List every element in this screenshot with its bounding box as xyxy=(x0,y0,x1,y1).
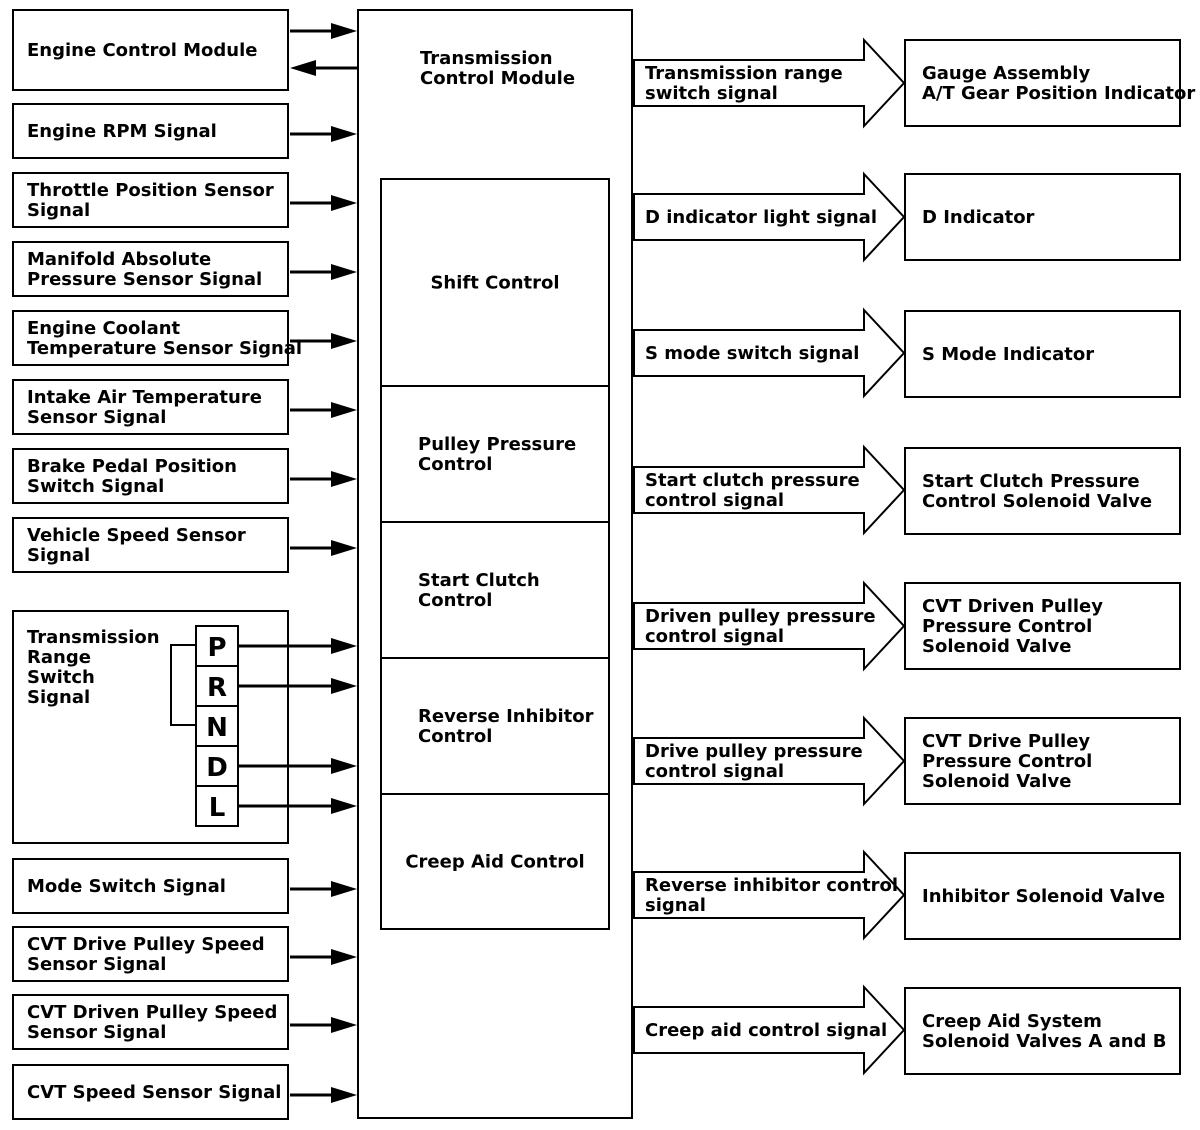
tcm-title xyxy=(420,48,575,89)
tcm-section xyxy=(381,658,609,794)
input-arrow xyxy=(290,264,357,280)
output-signal-label: Drive pulley pressure control signal xyxy=(645,741,863,782)
tcm-title-text: Transmission Control Module xyxy=(420,48,576,89)
output-target-label: Gauge Assembly A/T Gear Position Indicator xyxy=(922,63,1196,104)
output-signals xyxy=(634,40,1195,1074)
input-label: Throttle Position Sensor Signal xyxy=(27,180,274,221)
output-signal-label: Reverse inhibitor control signal xyxy=(645,875,899,916)
output-signal-label: Creep aid control signal xyxy=(645,1020,888,1041)
input-arrow xyxy=(290,881,357,897)
input-label: Engine Coolant Temperature Sensor Signal xyxy=(27,318,303,359)
input-label: CVT Driven Pulley Speed Sensor Signal xyxy=(27,1002,278,1043)
output-target-label: CVT Driven Pulley Pressure Control Solenoid Valve xyxy=(922,596,1103,657)
input-item xyxy=(13,10,357,90)
range-position-label: D xyxy=(206,753,228,783)
tcm-sections xyxy=(381,179,609,929)
input-arrow xyxy=(290,540,357,556)
input-label: Engine Control Module xyxy=(27,40,258,61)
input-arrow xyxy=(290,1017,357,1033)
output-signal-label: Driven pulley pressure control signal xyxy=(645,606,876,647)
input-item xyxy=(13,518,357,572)
input-item xyxy=(13,242,357,296)
output-signal-label: D indicator light signal xyxy=(645,207,877,228)
output-item xyxy=(634,174,1180,260)
input-item xyxy=(13,173,357,227)
output-item xyxy=(634,718,1180,804)
input-label: Vehicle Speed Sensor Signal xyxy=(27,525,246,566)
input-arrow xyxy=(290,195,357,211)
input-signals xyxy=(13,10,357,1119)
input-arrow xyxy=(290,402,357,418)
input-label: Mode Switch Signal xyxy=(27,876,226,897)
input-arrow xyxy=(290,1087,357,1103)
tcm-section xyxy=(381,386,609,522)
tcm-section-label: Start Clutch Control xyxy=(418,570,540,611)
tcm-section-label: Creep Aid Control xyxy=(405,851,585,873)
input-label: Engine RPM Signal xyxy=(27,121,217,142)
output-signal-label: Start clutch pressure control signal xyxy=(645,470,860,511)
input-item xyxy=(13,104,357,158)
output-item xyxy=(634,852,1180,939)
tcm-section-label: Shift Control xyxy=(430,272,560,294)
output-item xyxy=(634,987,1180,1074)
output-item xyxy=(634,583,1180,669)
output-item xyxy=(634,310,1180,397)
output-target-label: CVT Drive Pulley Pressure Control Solenoid Valve xyxy=(922,731,1093,792)
input-item xyxy=(13,927,357,981)
tcm-section xyxy=(381,794,609,929)
tcm-section-label: Reverse Inhibitor Control xyxy=(418,706,594,747)
tcm-section-label: Pulley Pressure Control xyxy=(418,434,577,475)
range-position-N xyxy=(196,706,238,746)
range-position-label: P xyxy=(207,633,227,663)
input-arrow xyxy=(290,126,357,142)
output-target-label: Start Clutch Pressure Control Solenoid Valve xyxy=(922,471,1153,512)
output-signal-label: Transmission range switch signal xyxy=(645,63,843,104)
input-label: CVT Speed Sensor Signal xyxy=(27,1082,282,1103)
output-target-label: Inhibitor Solenoid Valve xyxy=(922,886,1166,907)
input-item xyxy=(13,449,357,503)
output-signal-label: S mode switch signal xyxy=(645,343,860,364)
range-switch-label: Transmission Range Switch Signal xyxy=(27,627,160,708)
input-item xyxy=(13,1065,357,1119)
output-target-label: Creep Aid System Solenoid Valves A and B xyxy=(922,1011,1167,1052)
range-position-label: R xyxy=(206,673,228,703)
transmission-range-switch xyxy=(13,611,357,843)
input-item xyxy=(13,380,357,434)
input-arrow xyxy=(290,949,357,965)
output-item xyxy=(634,40,1195,126)
tcm-section xyxy=(381,522,609,658)
range-position-label: L xyxy=(208,793,226,823)
input-label: Manifold Absolute Pressure Sensor Signal xyxy=(27,249,263,290)
input-item xyxy=(13,995,357,1049)
output-item xyxy=(634,447,1180,534)
range-position-label: N xyxy=(206,713,228,743)
output-target-label: D Indicator xyxy=(922,207,1035,228)
input-arrow xyxy=(290,23,357,39)
output-target-label: S Mode Indicator xyxy=(922,344,1095,365)
input-arrow xyxy=(290,471,357,487)
input-label: CVT Drive Pulley Speed Sensor Signal xyxy=(27,934,265,975)
input-label: Intake Air Temperature Sensor Signal xyxy=(27,387,262,428)
input-item xyxy=(13,859,357,913)
feedback-arrow xyxy=(290,60,357,76)
input-label: Brake Pedal Position Switch Signal xyxy=(27,456,237,497)
tcm-section xyxy=(381,179,609,386)
input-item xyxy=(13,311,357,365)
